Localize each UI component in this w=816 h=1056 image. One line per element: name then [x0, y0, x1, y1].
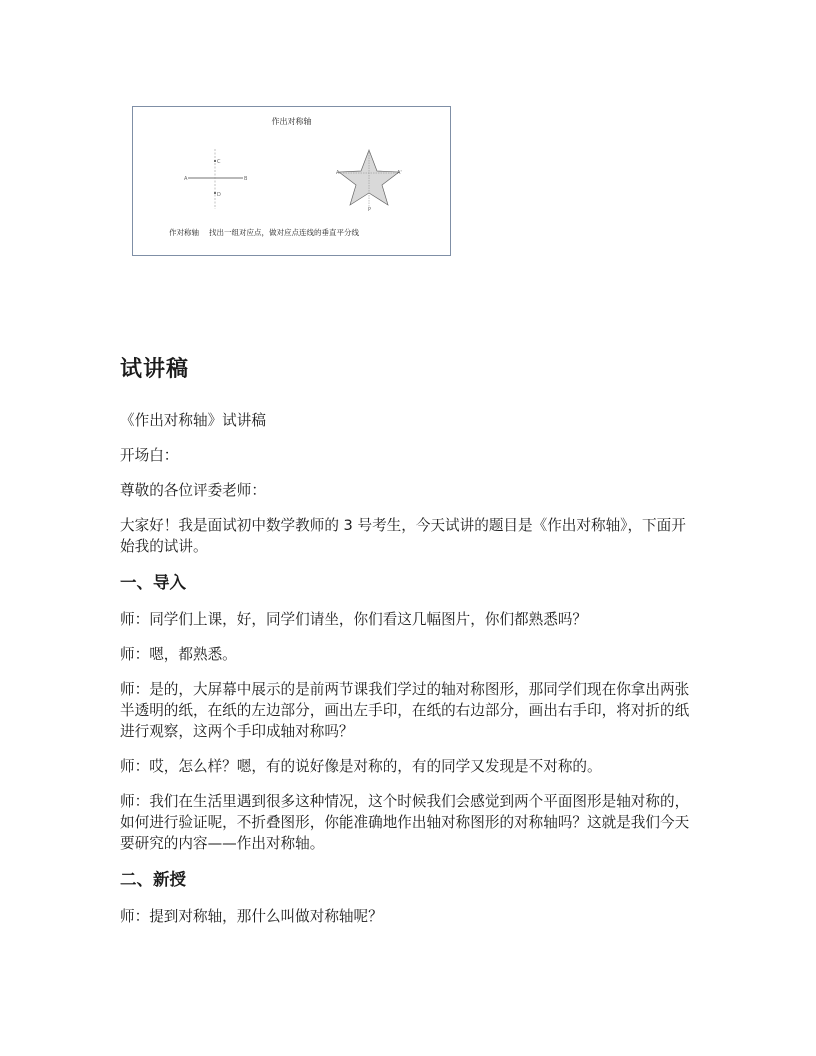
page-title: 试讲稿 [120, 357, 190, 382]
doc-subtitle: 《作出对称轴》试讲稿 [120, 412, 266, 429]
figure-box [132, 106, 451, 256]
cross-label-top: C [217, 159, 221, 165]
section-heading-intro: 一、导入 [120, 573, 186, 592]
paragraph: 师：提到对称轴，那什么叫做对称轴呢？ [120, 908, 383, 925]
section-heading-new: 二、新授 [120, 870, 186, 889]
paragraph: 师：是的，大屏幕中展示的是前两节课我们学过的轴对称图形，那同学们现在你拿出两张半透明的纸，在纸的左边部分，画出左手印，在纸的右边部分，画出右手印，将对折的纸进行观察，这两个手印成轴对称吗？ [120, 681, 690, 740]
star-label-right: A' [397, 170, 402, 176]
intro-paragraph: 大家好！我是面试初中数学教师的 3 号考生，今天试讲的题目是《作出对称轴》，下面开始我的试讲。 [120, 517, 686, 555]
paragraph: 师：嗯，都熟悉。 [120, 646, 237, 663]
cross-label-right: B [244, 176, 248, 182]
cross-diagram [184, 149, 248, 209]
paragraph: 师：哎，怎么样？嗯，有的说好像是对称的，有的同学又发现是不对称的。 [120, 758, 602, 775]
figure-caption [169, 227, 359, 238]
figure-title: 作出对称轴 [271, 117, 312, 126]
paragraph: 师：我们在生活里遇到很多这种情况，这个时候我们会感觉到两个平面图形是轴对称的，如何进行验证呢，不折叠图形，你能准确地作出轴对称图形的对称轴吗？这就是我们今天要研究的内容——作出对称轴。 [120, 793, 690, 852]
star-label-bottom: P [368, 207, 372, 213]
paragraph: 师：同学们上课，好，同学们请坐，你们看这几幅图片，你们都熟悉吗？ [120, 611, 588, 628]
greeting-line: 尊敬的各位评委老师： [120, 482, 266, 499]
figure-caption-label: 作对称轴 [169, 228, 199, 237]
star-label-left: A [336, 170, 340, 176]
star-diagram [336, 150, 402, 213]
cross-label-left: A [184, 176, 188, 182]
cross-label-bottom: D [217, 192, 221, 198]
document-body [120, 352, 700, 941]
figure-caption-text: 找出一组对应点，做对应点连线的垂直平分线 [209, 228, 359, 237]
opening-line: 开场白： [120, 447, 179, 464]
